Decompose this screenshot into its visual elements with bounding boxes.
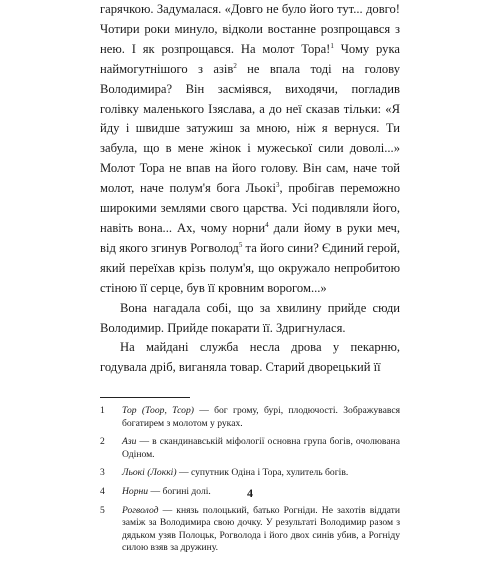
footnote-mark: 1 <box>100 405 105 417</box>
footnote-term: Ази <box>122 436 137 448</box>
paragraph: Вона нагадала собі, що за хвилину прийде сюди Володимир. Прийде покарати її. Здригнулася. <box>100 300 400 335</box>
text-run: , пробігав переможно широкими землями свого царства. Усі подивляли його, навіть вона... Ах, чому норни <box>100 181 400 235</box>
footnote-term: Тор (Тоор, Тсор) <box>122 405 194 417</box>
footnote-mark: 5 <box>100 505 105 516</box>
footnote-text: — богині долі. <box>148 486 211 498</box>
footnote <box>100 505 400 554</box>
footnote <box>100 405 400 430</box>
footnote-text: — супутник Одіна і Тора, хулитель богів. <box>176 467 349 479</box>
text-run: та його сини? Єдиний герой, який переїхав крізь полум'я, що окружало непробитою стіною її серце, був її кровним ворогом...» <box>100 240 400 295</box>
text-run: гарячкою. Задумалася. «Довго не було його тут... довго! Чотири роки минуло, відколи востанне розпрощався з нею. І як розпрощався. На молот Тора! <box>100 2 400 56</box>
text-run: дали йому в руки меч, від якого згинув Рогволод <box>100 220 400 255</box>
footnote-mark: 2 <box>100 436 105 448</box>
page-number: 4 <box>247 486 253 500</box>
footnote-ref: 1 <box>330 41 334 50</box>
footnote <box>100 467 400 479</box>
footnote-ref: 2 <box>233 61 237 70</box>
text-run: Чому рука наймогутнішого з азів <box>100 41 400 76</box>
footnotes <box>100 405 400 554</box>
footnote-mark: 4 <box>100 486 105 498</box>
footnote-ref: 4 <box>265 220 269 229</box>
footnote-text: — князь полоцький, батько Рогніди. Не захотів віддати заміж за Володимира свою дочку. У результаті Володимир разом з дядьком узяв Полоцьк, Рогволода і його двох синів убив, а Рогніду силою взяв за дружину. <box>122 505 400 553</box>
paragraph: На майдані служба несла дрова у пекарню, годувала дріб, виганяла товар. Старий дворецький її <box>100 340 400 375</box>
text-run: не впала тоді на голову Володимира? Він засміявся, виходячи, погладив голівку маленького Ізяслава, а до неї сказав тільки: «Я йду і швидше затужиш за мною, ніж я вернуся. Ти забула, що в мене жінок і мужеської сили доволі...» Молот Тора не впав на його голову. Він сам, наче той молот, наче полум'я бога Льокі <box>100 61 400 196</box>
paragraph <box>100 0 400 299</box>
footnote-term: Норни <box>122 486 149 498</box>
footnote-term: Рогволод <box>122 505 159 516</box>
footnote-mark: 3 <box>100 467 105 479</box>
footnote <box>100 436 400 461</box>
main-text <box>100 0 400 378</box>
footnote-text: — бог грому, бурі, плодючості. Зображувався богатирем з молотом у руках. <box>122 405 400 429</box>
footnote-divider <box>100 397 190 398</box>
footnote-text: — в скандинавській міфології основна група богів, очолювана Одіном. <box>122 436 400 460</box>
footnote-term: Льокі (Локкі) <box>122 467 177 479</box>
book-page <box>100 0 400 561</box>
footnote-ref: 3 <box>275 181 280 190</box>
footnote-ref: 5 <box>238 240 243 249</box>
